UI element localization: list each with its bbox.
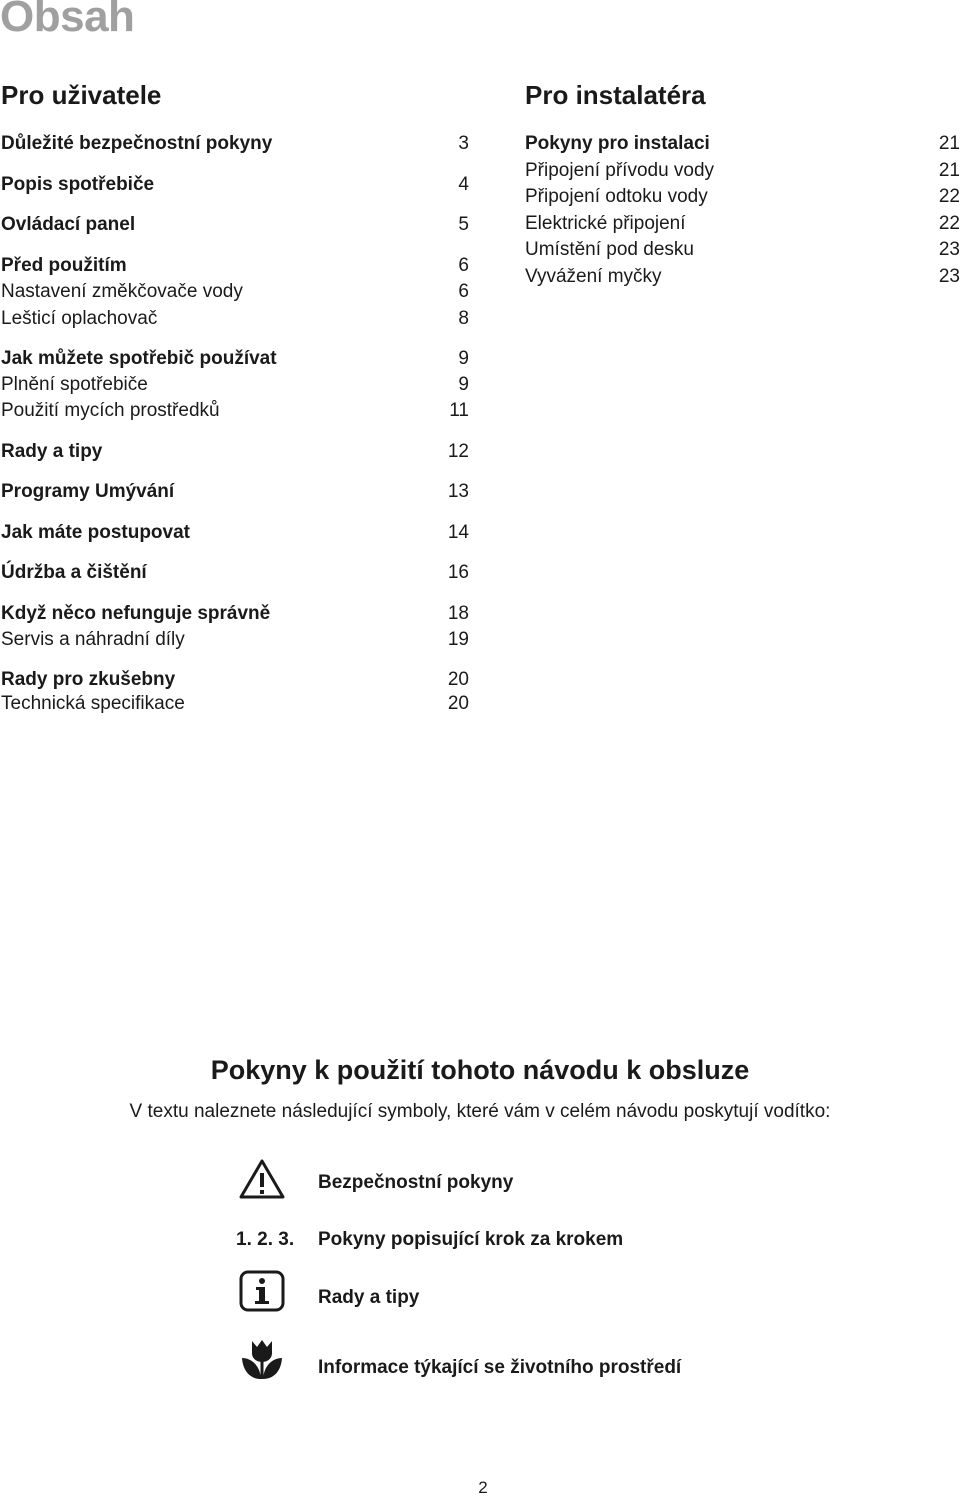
- toc-entry-label: Jak máte postupovat: [1, 522, 190, 543]
- toc-entry-page: 13: [447, 481, 469, 502]
- symbol-label: Rady a tipy: [318, 1287, 420, 1308]
- toc-entry[interactable]: [525, 211, 960, 237]
- toc-entry[interactable]: [1, 398, 469, 424]
- toc-entry[interactable]: [1, 691, 469, 717]
- guide-intro: V textu naleznete následující symboly, které vám v celém návodu poskytují vodítko:: [129, 1101, 831, 1122]
- toc-entry-page: 14: [447, 522, 469, 543]
- toc-entry-page: 23: [938, 266, 960, 287]
- toc-entry-page: 8: [458, 308, 469, 329]
- toc-entry-label: Technická specifikace: [1, 693, 185, 714]
- toc-entry-page: 23: [938, 239, 960, 260]
- warning-triangle-icon: [238, 1156, 286, 1202]
- toc-entry-page: 16: [447, 562, 469, 583]
- toc-entry[interactable]: [1, 520, 469, 546]
- toc-entry[interactable]: [525, 237, 960, 263]
- toc-entry[interactable]: [1, 439, 469, 465]
- toc-entry-page: 3: [458, 133, 469, 154]
- toc-entry-label: Když něco nefunguje správně: [1, 603, 271, 624]
- toc-entry-label: Před použitím: [1, 255, 127, 276]
- toc-entry-label: Elektrické připojení: [525, 213, 686, 234]
- toc-entry[interactable]: [1, 172, 469, 198]
- toc-entry-label: Připojení přívodu vody: [525, 160, 715, 181]
- page-number: 2: [478, 1478, 488, 1497]
- toc-entry-page: 11: [449, 400, 469, 421]
- toc-entry-label: Lešticí oplachovač: [1, 308, 158, 329]
- toc-entry-label: Připojení odtoku vody: [525, 186, 708, 207]
- info-icon: [238, 1268, 286, 1314]
- toc-entry-page: 6: [458, 255, 469, 276]
- toc-entry[interactable]: [525, 264, 960, 290]
- toc-entry[interactable]: [1, 346, 469, 372]
- toc-entry[interactable]: [1, 131, 469, 157]
- toc-entry-label: Údržba a čištění: [1, 562, 147, 583]
- toc-entry-page: 20: [447, 669, 469, 690]
- toc-entry-page: 9: [458, 348, 469, 369]
- toc-entry-page: 21: [938, 160, 960, 181]
- toc-entry-label: Pokyny pro instalaci: [525, 133, 710, 154]
- installer-section-heading: Pro instalatéra: [525, 80, 706, 110]
- toc-entry-label: Rady a tipy: [1, 441, 103, 462]
- toc-entry-label: Jak můžete spotřebič používat: [1, 348, 277, 369]
- toc-entry-page: 12: [447, 441, 469, 462]
- toc-entry-page: 19: [447, 629, 469, 650]
- toc-entry-label: Důležité bezpečnostní pokyny: [1, 133, 273, 154]
- step-numbers-symbol: 1. 2. 3.: [236, 1229, 295, 1250]
- toc-entry-page: 22: [938, 186, 960, 207]
- toc-entry-label: Umístění pod desku: [525, 239, 694, 260]
- toc-entry-label: Servis a náhradní díly: [1, 629, 185, 650]
- toc-entry-label: Plnění spotřebiče: [1, 374, 148, 395]
- toc-entry-label: Nastavení změkčovače vody: [1, 281, 243, 302]
- toc-entry-label: Ovládací panel: [1, 214, 136, 235]
- toc-entry[interactable]: [525, 131, 960, 157]
- toc-entry-label: Rady pro zkušebny: [1, 669, 176, 690]
- toc-entry[interactable]: [525, 158, 960, 184]
- symbol-label: Bezpečnostní pokyny: [318, 1172, 514, 1193]
- toc-entry-label: Vyvážení myčky: [525, 266, 662, 287]
- toc-entry-label: Popis spotřebiče: [1, 174, 155, 195]
- toc-entry-label: Použití mycích prostředků: [1, 400, 220, 421]
- toc-entry[interactable]: [1, 372, 469, 398]
- toc-entry-page: 20: [447, 693, 469, 714]
- toc-entry[interactable]: [1, 667, 469, 693]
- symbol-label: Informace týkající se životního prostředí: [318, 1357, 682, 1378]
- toc-entry[interactable]: [1, 479, 469, 505]
- toc-entry-page: 4: [458, 174, 469, 195]
- guide-heading: Pokyny k použití tohoto návodu k obsluze: [210, 1055, 750, 1085]
- toc-entry[interactable]: [1, 627, 469, 653]
- toc-entry[interactable]: [1, 560, 469, 586]
- toc-entry[interactable]: [1, 279, 469, 305]
- toc-entry-page: 22: [938, 213, 960, 234]
- symbol-label: Pokyny popisující krok za krokem: [318, 1229, 624, 1250]
- toc-entry[interactable]: [525, 184, 960, 210]
- toc-entry[interactable]: [1, 306, 469, 332]
- user-section-heading: Pro uživatele: [1, 80, 162, 110]
- toc-entry-page: 9: [458, 374, 469, 395]
- flower-environment-icon: [238, 1336, 286, 1382]
- toc-entry-page: 18: [447, 603, 469, 624]
- toc-entry[interactable]: [1, 601, 469, 627]
- toc-entry-page: 21: [938, 133, 960, 154]
- toc-entry[interactable]: [1, 212, 469, 238]
- toc-entry[interactable]: [1, 253, 469, 279]
- page-title: Obsah: [0, 0, 135, 41]
- toc-entry-label: Programy Umývání: [1, 481, 175, 502]
- toc-entry-page: 5: [458, 214, 469, 235]
- toc-entry-page: 6: [458, 281, 469, 302]
